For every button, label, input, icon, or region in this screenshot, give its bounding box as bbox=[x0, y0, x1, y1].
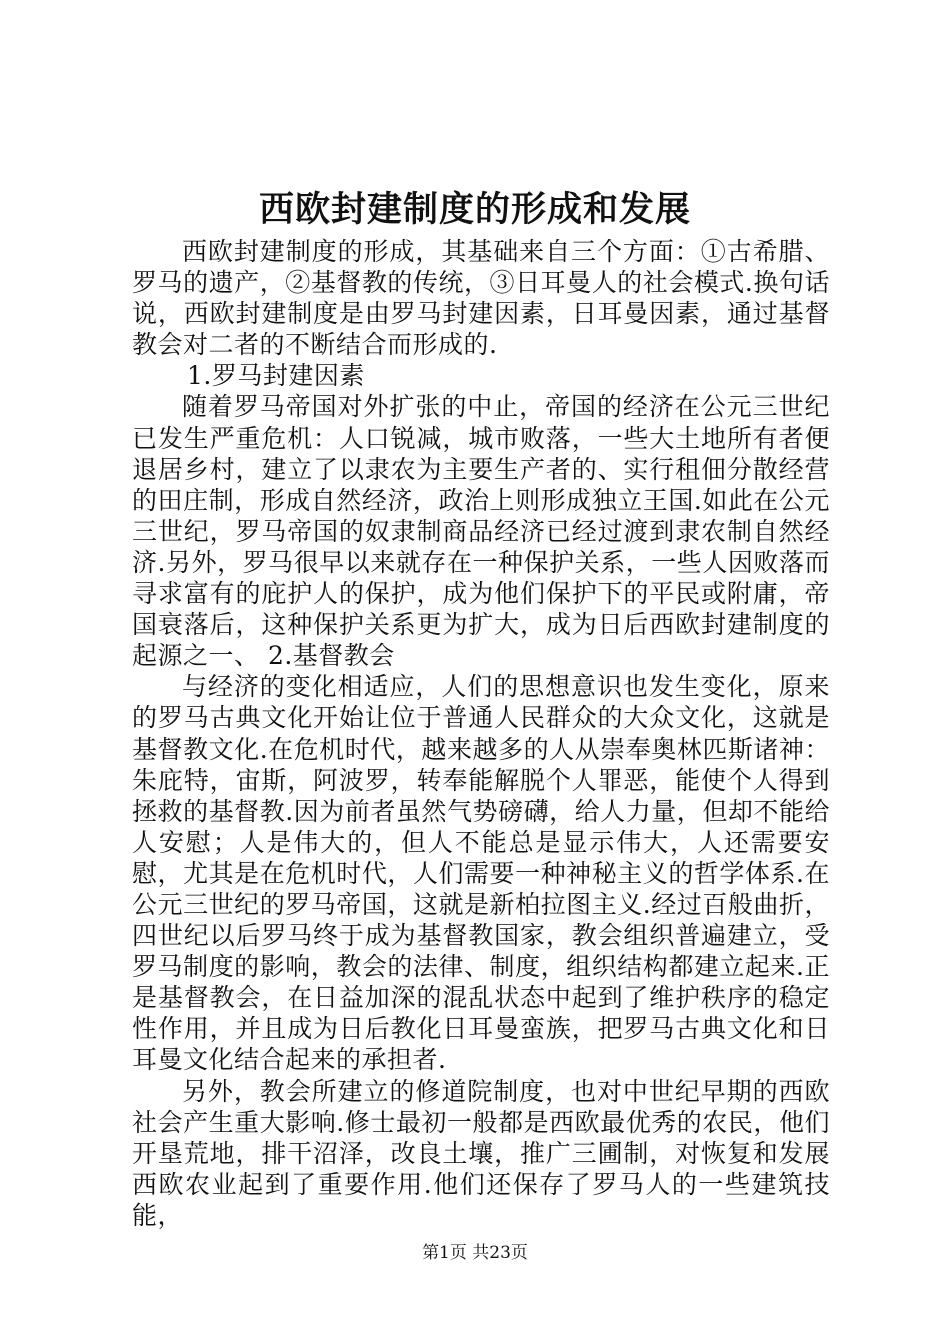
paragraph-roman-economy: 随着罗马帝国对外扩张的中止，帝国的经济在公元三世纪已发生严重危机：人口锐减，城市败落，一些大土地所有者便退居乡村，建立了以隶农为主要生产者的、实行租佃分散经营的田庄制，形成自然经济，政治上则形成独立王国.如此在公元三世纪，罗马帝国的奴隶制商品经济已经过渡到隶农制自然经济.另外，罗马很早以来就存在一种保护关系，一些人因败落而寻求富有的庇护人的保护，成为他们保护下的平民或附庸，帝国衰落后，这种保护关系更为扩大，成为日后西欧封建制度的起源之一、 2.基督教会 bbox=[132, 392, 830, 671]
section-heading-roman-factors: 1.罗马封建因素 bbox=[187, 361, 365, 391]
document-body bbox=[132, 236, 830, 1231]
page-number-footer: 第1页 共23页 bbox=[422, 1243, 528, 1263]
paragraph-christian-culture: 与经济的变化相适应，人们的思想意识也发生变化，原来的罗马古典文化开始让位于普通人民群众的大众文化，这就是基督教文化.在危机时代，越来越多的人从崇奉奥林匹斯诸神：朱庇特，宙斯，阿波罗，转奉能解脱个人罪恶，能使个人得到拯救的基督教.因为前者虽然气势磅礴，给人力量，但却不能给人安慰；人是伟大的，但人不能总是显示伟大，人还需要安慰，尤其是在危机时代，人们需要一种神秘主义的哲学体系.在公元三世纪的罗马帝国，这就是新柏拉图主义.经过百般曲折，四世纪以后罗马终于成为基督教国家，教会组织普遍建立，受罗马制度的影响，教会的法律、制度，组织结构都建立起来.正是基督教会，在日益加深的混乱状态中起到了维护秩序的稳定性作用，并且成为日后教化日耳曼蛮族，把罗马古典文化和日耳曼文化结合起来的承担者. bbox=[132, 672, 830, 1075]
paragraph-intro: 西欧封建制度的形成，其基础来自三个方面：①古希腊、罗马的遗产，②基督教的传统，③日耳曼人的社会模式.换句话说，西欧封建制度是由罗马封建因素，日耳曼因素，通过基督教会对二者的不断结合而形成的. bbox=[132, 237, 830, 360]
paragraph-monastery: 另外，教会所建立的修道院制度，也对中世纪早期的西欧社会产生重大影响.修士最初一般都是西欧最优秀的农民，他们开垦荒地，排干沼泽，改良土壤，推广三圃制，对恢复和发展西欧农业起到了重要作用.他们还保存了罗马人的一些建筑技能， bbox=[132, 1076, 830, 1230]
document-title: 西欧封建制度的形成和发展 bbox=[258, 189, 691, 230]
